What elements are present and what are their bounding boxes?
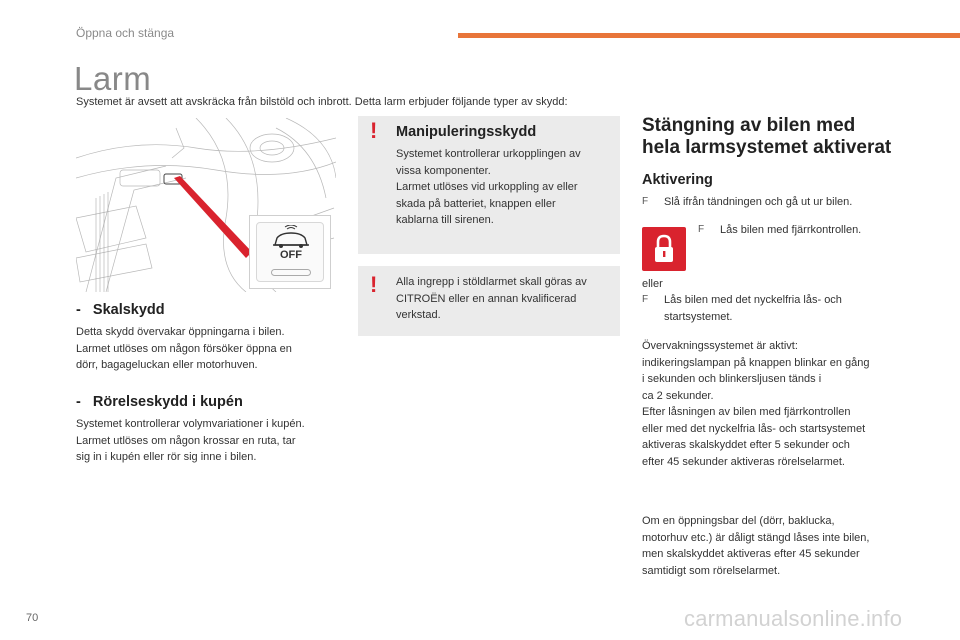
manipuleringsskydd-text <box>396 146 581 229</box>
bullet-remote-lock <box>698 222 898 239</box>
intro-text: Systemet är avsett att avskräcka från bilstöld och inbrott. Detta larm erbjuder följande typer av skydd: <box>76 96 568 108</box>
manipuleringsskydd-heading: Manipuleringsskydd <box>396 124 537 140</box>
text-line: i sekunden och blinkersljusen tänds i <box>642 373 822 385</box>
padlock-icon <box>642 227 686 271</box>
text-line: Larmet utlöses om någon försöker öppna en <box>76 342 292 355</box>
text-line: samtidigt som rörelselarmet. <box>642 564 781 577</box>
text-line: Om en öppningsbar del (dörr, baklucka, <box>642 515 835 527</box>
text-line: verkstad. <box>396 309 441 321</box>
text-line: Övervakningssystemet är aktivt: <box>642 340 798 352</box>
or-text: eller <box>642 278 663 290</box>
warning-mark-icon: ! <box>370 272 378 297</box>
bullet-keyless-lock <box>642 292 902 326</box>
manipuleringsskydd-box <box>358 116 620 254</box>
text-line: indikeringslampan på knappen blinkar en gång <box>642 356 870 369</box>
locking-heading <box>642 115 891 159</box>
text-line: men skalskyddet aktiveras efter 45 sekunder <box>642 548 860 560</box>
alarm-button-face <box>256 222 324 282</box>
alarm-off-button <box>249 215 331 289</box>
text-line: vissa komponenter. <box>396 164 491 177</box>
text-line: Larmet utlöses om någon krossar en ruta, tar <box>76 434 296 447</box>
bullet-marker-icon: F <box>642 294 649 305</box>
car-alarm-icon <box>257 225 325 251</box>
watermark: carmanualsonline.info <box>684 606 903 631</box>
bullet-text <box>664 292 842 325</box>
bullet-text: Lås bilen med fjärrkontrollen. <box>720 224 862 236</box>
rorelseskydd-heading: - Rörelseskydd i kupén <box>76 394 243 410</box>
warning-mark-icon: ! <box>370 118 378 143</box>
bullet-text: Slå ifrån tändningen och gå ut ur bilen. <box>664 196 853 208</box>
text-line: Larmet utlöses vid urkoppling av eller <box>396 181 578 193</box>
indicator-slot <box>271 269 311 276</box>
aktivering-heading: Aktivering <box>642 172 713 188</box>
text-line: aktiveras skalskyddet efter 5 sekunder och <box>642 439 850 451</box>
rorelseskydd-text <box>76 416 305 466</box>
header-accent-bar <box>458 33 960 38</box>
text-line: Systemet kontrollerar urkopplingen av <box>396 148 581 160</box>
text-line: startsystemet. <box>664 310 733 323</box>
text-line: Efter låsningen av bilen med fjärrkontrollen <box>642 406 851 418</box>
heading-line: Stängning av bilen med <box>642 115 856 136</box>
lock-icon-tile <box>642 227 686 271</box>
text-line: kablarna till sirenen. <box>396 214 494 226</box>
bullet-marker-icon: F <box>698 224 705 235</box>
skalskydd-heading: - Skalskydd <box>76 302 165 318</box>
skalskydd-text <box>76 324 292 374</box>
monitoring-paragraph <box>642 338 870 470</box>
text-line: sig in i kupén eller rör sig inne i bilen. <box>76 451 257 463</box>
text-line: Alla ingrepp i stöldlarmet skall göras av <box>396 276 587 288</box>
text-line: CITROËN eller en annan kvalificerad <box>396 292 577 305</box>
bullet-marker-icon: F <box>642 196 649 207</box>
bullet-ignition-off <box>642 194 902 211</box>
section-header: Öppna och stänga <box>76 26 175 40</box>
text-line: motorhuv etc.) är dåligt stängd låses inte bilen, <box>642 531 870 544</box>
heading-line: hela larmsystemet aktiverat <box>642 137 892 158</box>
text-line: ca 2 sekunder. <box>642 389 714 402</box>
text-line: dörr, bagageluckan eller motorhuven. <box>76 359 258 371</box>
text-line: skada på batteriet, knappen eller <box>396 197 556 210</box>
text-line: eller med det nyckelfria lås- och startsystemet <box>642 422 866 435</box>
workshop-notice-box <box>358 266 620 336</box>
page-title: Larm <box>74 60 152 97</box>
text-line: Systemet kontrollerar volymvariationer i kupén. <box>76 418 305 430</box>
workshop-notice-text <box>396 274 587 324</box>
page-number: 70 <box>26 612 39 624</box>
text-line: Lås bilen med det nyckelfria lås- och <box>664 294 842 306</box>
open-part-paragraph <box>642 513 869 579</box>
off-label: OFF <box>280 249 302 261</box>
text-line: efter 45 sekunder aktiveras rörelselarmet. <box>642 455 845 468</box>
text-line: Detta skydd övervakar öppningarna i bilen. <box>76 326 285 338</box>
